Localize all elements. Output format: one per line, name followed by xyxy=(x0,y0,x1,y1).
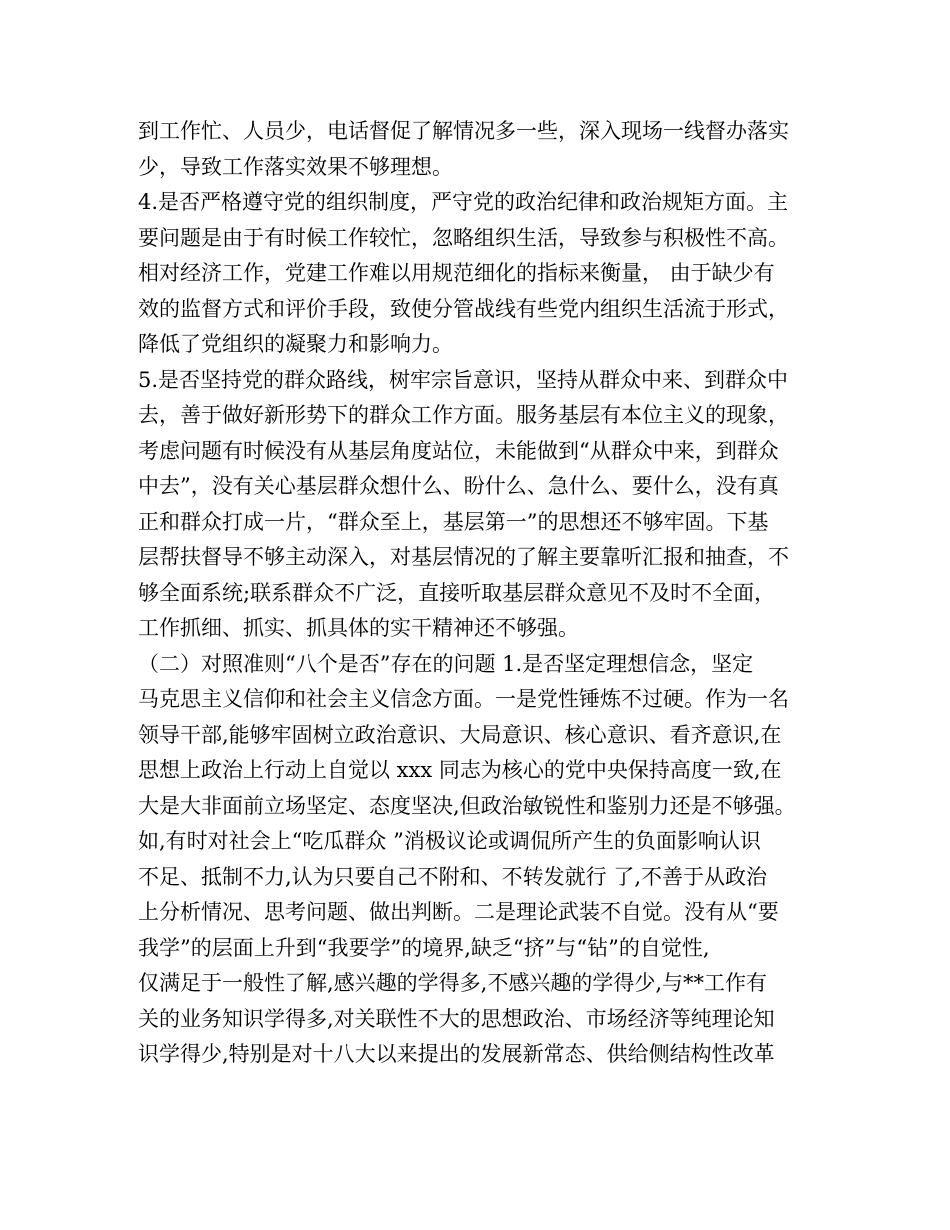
body-text xyxy=(138,114,838,1073)
text-line: 上分析情况、思考问题、做出判断。二是理论武装不自觉。没有从“要 xyxy=(138,900,779,924)
text-line: 领导干部,能够牢固树立政治意识、大局意识、核心意识、看齐意识,在 xyxy=(138,722,782,747)
text-line: （二）对照准则“八个是否”存在的问题 1.是否坚定理想信念，坚定 xyxy=(138,651,754,676)
text-line: 到工作忙、人员少，电话督促了解情况多一些，深入现场一线督办落实 xyxy=(138,119,789,143)
text-line: 关的业务知识学得多,对关联性不大的思想政治、市场经济等纯理论知 xyxy=(138,1006,775,1031)
text-line: 马克思主义信仰和社会主义信念方面。一是党性锤炼不过硬。作为一名 xyxy=(138,687,789,711)
text-line: 思想上政治上行动上自觉以 xxx 同志为核心的党中央保持高度一致,在 xyxy=(138,758,782,782)
text-line: 4.是否严格遵守党的组织制度，严守党的政治纪律和政治规矩方面。主 xyxy=(138,190,789,214)
text-line: 要问题是由于有时候工作较忙，忽略组织生活，导致参与积极性不高。 xyxy=(138,225,789,250)
text-line: 够全面系统;联系群众不广泛，直接听取基层群众意见不及时不全面， xyxy=(138,580,776,605)
text-line: 少，导致工作落实效果不够理想。 xyxy=(138,154,453,179)
text-line: 去，善于做好新形势下的群众工作方面。服务基层有本位主义的现象， xyxy=(138,403,789,427)
text-line: 降低了党组织的凝聚力和影响力。 xyxy=(138,332,453,356)
text-line: 5.是否坚持党的群众路线，树牢宗旨意识，坚持从群众中来、到群众中 xyxy=(138,367,789,392)
text-line: 正和群众打成一片，“群众至上，基层第一”的思想还不够牢固。下基 xyxy=(138,509,769,534)
text-line: 识学得少,特别是对十八大以来提出的发展新常态、供给侧结构性改革 xyxy=(138,1042,775,1066)
text-line: 效的监督方式和评价手段，致使分管战线有些党内组织生活流于形式， xyxy=(138,296,789,321)
text-line: 我学”的层面上升到“我要学”的境界,缺乏“挤”与“钻”的自觉性, xyxy=(138,935,710,960)
text-line: 考虑问题有时候没有从基层角度站位，未能做到“从群众中来，到群众 xyxy=(138,438,779,463)
text-line: 层帮扶督导不够主动深入，对基层情况的了解主要靠听汇报和抽查，不 xyxy=(138,545,789,569)
text-line: 如,有时对社会上“吃瓜群众 ”消极议论或调侃所产生的负面影响认识 xyxy=(138,829,761,853)
text-line: 大是大非面前立场坚定、态度坚决,但政治敏锐性和鉴别力还是不够强。 xyxy=(138,793,796,818)
text-line: 相对经济工作，党建工作难以用规范细化的指标来衡量， 由于缺少有 xyxy=(138,261,775,285)
text-line: 中去”，没有关心基层群众想什么、盼什么、急什么、要什么，没有真 xyxy=(138,474,779,498)
text-line: 仅满足于一般性了解,感兴趣的学得多,不感兴趣的学得少,与**工作有 xyxy=(138,971,768,995)
text-line: 不足、抵制不力,认为只要自己不附和、不转发就行 了,不善于从政治 xyxy=(138,864,768,889)
text-line: 工作抓细、抓实、抓具体的实干精神还不够强。 xyxy=(138,616,579,640)
